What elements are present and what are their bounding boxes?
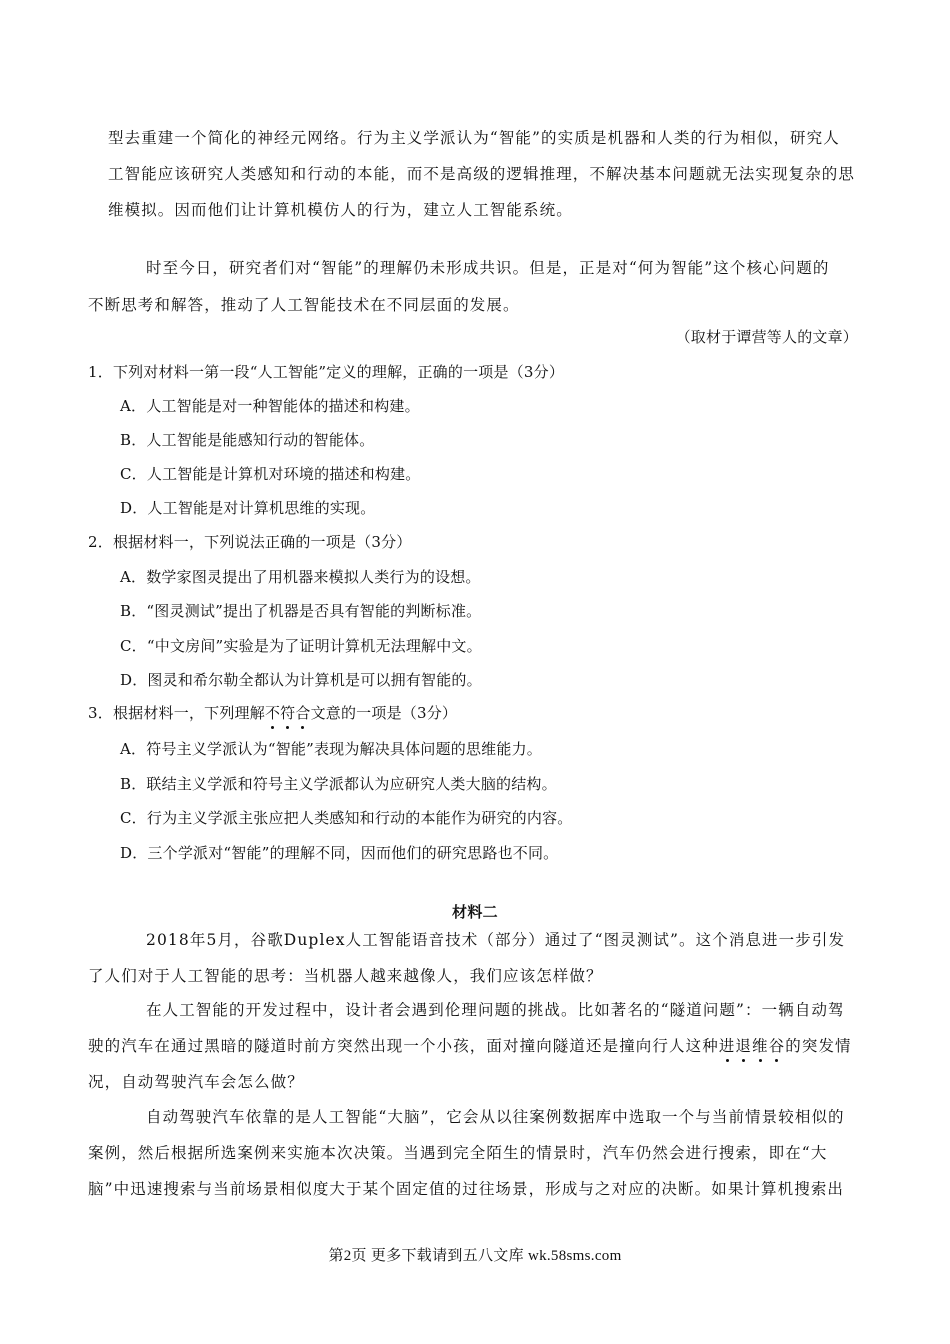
passage-text: 驶的汽车在通过黑暗的隧道时前方突然出现一个小孩，面对撞向隧道还是撞向行人这种 [88, 1037, 719, 1055]
passage-line: 案例，然后根据所选案例来实施本次决策。当遇到完全陌生的情景时，汽车仍然会进行搜索，即在“大 [88, 1144, 828, 1162]
passage-line [88, 1036, 852, 1056]
passage-line: 脑”中迅速搜索与当前场景相似度大于某个固定值的过往场景，形成与之对应的决断。如果计算机搜索出 [88, 1180, 845, 1198]
emphasis-char: 退 [735, 1037, 753, 1055]
emphasis-char: 进 [718, 1037, 736, 1055]
answer-option: A．人工智能是对一种智能体的描述和构建。 [120, 397, 420, 415]
stem-text: 3．根据材料一，下列理解 [88, 704, 265, 722]
passage-line: 工智能应该研究人类感知和行动的本能，而不是高级的逻辑推理，不解决基本问题就无法实现复杂的思 [108, 165, 856, 183]
passage-line: 时至今日，研究者们对“智能”的理解仍未形成共识。但是，正是对“何为智能”这个核心问题的 [146, 259, 830, 277]
page-footer: 第2页 更多下载请到五八文库 wk.58sms.com [328, 1248, 622, 1264]
question-stem: 2．根据材料一，下列说法正确的一项是（3分） [88, 533, 412, 551]
answer-option: D．三个学派对“智能”的理解不同，因而他们的研究思路也不同。 [120, 844, 559, 862]
passage-line: 维模拟。因而他们让计算机模仿人的行为，建立人工智能系统。 [108, 201, 573, 219]
answer-option: C．“中文房间”实验是为了证明计算机无法理解中文。 [120, 637, 482, 655]
section-title: 材料二 [452, 903, 498, 921]
emphasis-char: 维 [752, 1037, 769, 1055]
question-stem [88, 703, 457, 723]
question-stem: 1．下列对材料一第一段“人工智能”定义的理解，正确的一项是（3分） [88, 363, 565, 381]
answer-option: C．人工智能是计算机对环境的描述和构建。 [120, 465, 421, 483]
emphasis-char: 合 [295, 704, 311, 722]
passage-line: 不断思考和解答，推动了人工智能技术在不同层面的发展。 [88, 296, 520, 314]
passage-line: 况，自动驾驶汽车会怎么做？ [88, 1073, 304, 1091]
passage-text: 的突发情 [785, 1037, 852, 1055]
passage-line: 在人工智能的开发过程中，设计者会遇到伦理问题的挑战。比如著名的“隧道问题”：一辆自动驾 [146, 1001, 845, 1019]
answer-option: D．人工智能是对计算机思维的实现。 [120, 499, 376, 517]
passage-line: 型去重建一个简化的神经元网络。行为主义学派认为“智能”的实质是机器和人类的行为相似，研究人 [108, 129, 840, 147]
answer-option: C．行为主义学派主张应把人类感知和行动的本能作为研究的内容。 [120, 809, 573, 827]
answer-option: B．人工智能是能感知行动的智能体。 [120, 431, 375, 449]
answer-option: A．符号主义学派认为“智能”表现为解决具体问题的思维能力。 [120, 740, 542, 758]
answer-option: B．联结主义学派和符号主义学派都认为应研究人类大脑的结构。 [120, 775, 557, 793]
passage-line: 了人们对于人工智能的思考：当机器人越来越像人，我们应该怎样做？ [88, 967, 603, 985]
answer-option: D．图灵和希尔勒全都认为计算机是可以拥有智能的。 [120, 671, 482, 689]
emphasis-char: 谷 [768, 1037, 786, 1055]
emphasis-char: 符 [280, 704, 296, 722]
passage-line: 2018年5月，谷歌Duplex人工智能语音技术（部分）通过了“图灵测试”。这个消息进一步引发 [146, 931, 846, 949]
answer-option: A．数学家图灵提出了用机器来模拟人类行为的设想。 [120, 568, 481, 586]
passage-line: 自动驾驶汽车依靠的是人工智能“大脑”，它会从以往案例数据库中选取一个与当前情景较相似的 [146, 1108, 845, 1126]
answer-option: B．“图灵测试”提出了机器是否具有智能的判断标准。 [120, 602, 482, 620]
stem-text: 文意的一项是（3分） [310, 704, 458, 722]
emphasis-char: 不 [264, 704, 281, 722]
source-citation: （取材于谭营等人的文章） [675, 328, 858, 346]
